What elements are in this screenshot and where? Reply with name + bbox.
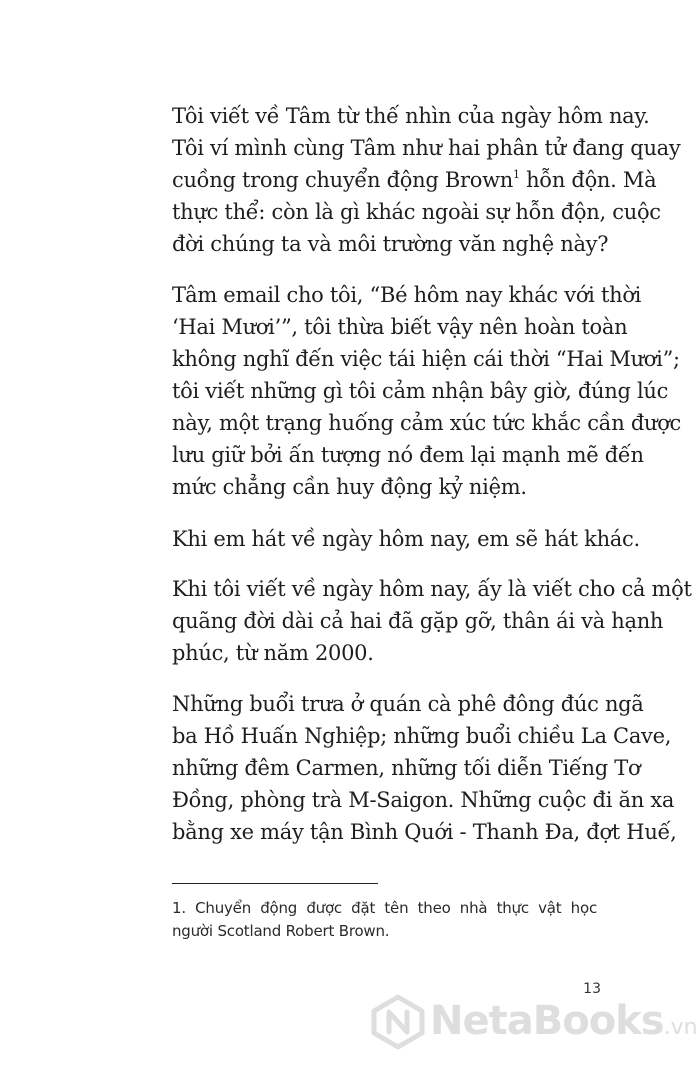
text-segment: cuồng trong chuyển động Brown (172, 168, 513, 192)
text-line: ba Hồ Huấn Nghiệp; những buổi chiều La Cave, (172, 724, 672, 748)
watermark-brand: NetaBooks (430, 998, 664, 1044)
watermark (370, 992, 698, 1054)
text-segment: hỗn độn. Mà (519, 168, 657, 192)
watermark-domain: .vn (663, 1015, 698, 1040)
text-line: không nghĩ đến việc tái hiện cái thời “Hai Mươi”; (172, 347, 680, 371)
footnote-marker: 1 (512, 168, 520, 181)
text-line: Tôi viết về Tâm từ thế nhìn của ngày hôm nay. (172, 104, 650, 128)
text-line: Khi tôi viết về ngày hôm nay, ấy là viết cho cả một (172, 577, 692, 601)
watermark-text (430, 998, 698, 1044)
text-line: Đồng, phòng trà M-Saigon. Những cuộc đi ăn xa (172, 788, 675, 812)
text-line: ‘Hai Mươi’”, tôi thừa biết vậy nên hoàn toàn (172, 315, 628, 339)
text-line: Tôi ví mình cùng Tâm như hai phân tử đang quay (172, 136, 681, 160)
text-line: những đêm Carmen, những tối diễn Tiếng Tơ (172, 756, 641, 780)
text-line: lưu giữ bởi ấn tượng nó đem lại mạnh mẽ đến (172, 443, 644, 467)
text-line: mức chẳng cần huy động kỷ niệm. (172, 475, 527, 499)
text-line: Tâm email cho tôi, “Bé hôm nay khác với thời (172, 283, 642, 307)
text-line (172, 168, 657, 192)
text-line: đời chúng ta và môi trường văn nghệ này? (172, 232, 609, 256)
text-line: Khi em hát về ngày hôm nay, em sẽ hát khác. (172, 527, 640, 551)
text-line: này, một trạng huống cảm xúc tức khắc cần được (172, 411, 682, 435)
text-line: quãng đời dài cả hai đã gặp gỡ, thân ái và hạnh (172, 609, 664, 633)
text-line: thực thể: còn là gì khác ngoài sự hỗn độn, cuộc (172, 200, 661, 224)
text-line: bằng xe máy tận Bình Quới - Thanh Đa, đợt Huế, (172, 820, 677, 844)
footnote-line: người Scotland Robert Brown. (172, 922, 390, 940)
text-line: phúc, từ năm 2000. (172, 641, 374, 665)
netabooks-logo-icon (370, 994, 426, 1050)
text-line: tôi viết những gì tôi cảm nhận bây giờ, đúng lúc (172, 379, 669, 403)
footnote-divider (172, 883, 378, 884)
text-line: Những buổi trưa ở quán cà phê đông đúc ngã (172, 692, 644, 716)
page-number: 13 (583, 981, 601, 997)
footnote-line: 1. Chuyển động được đặt tên theo nhà thực vật học (172, 899, 597, 917)
